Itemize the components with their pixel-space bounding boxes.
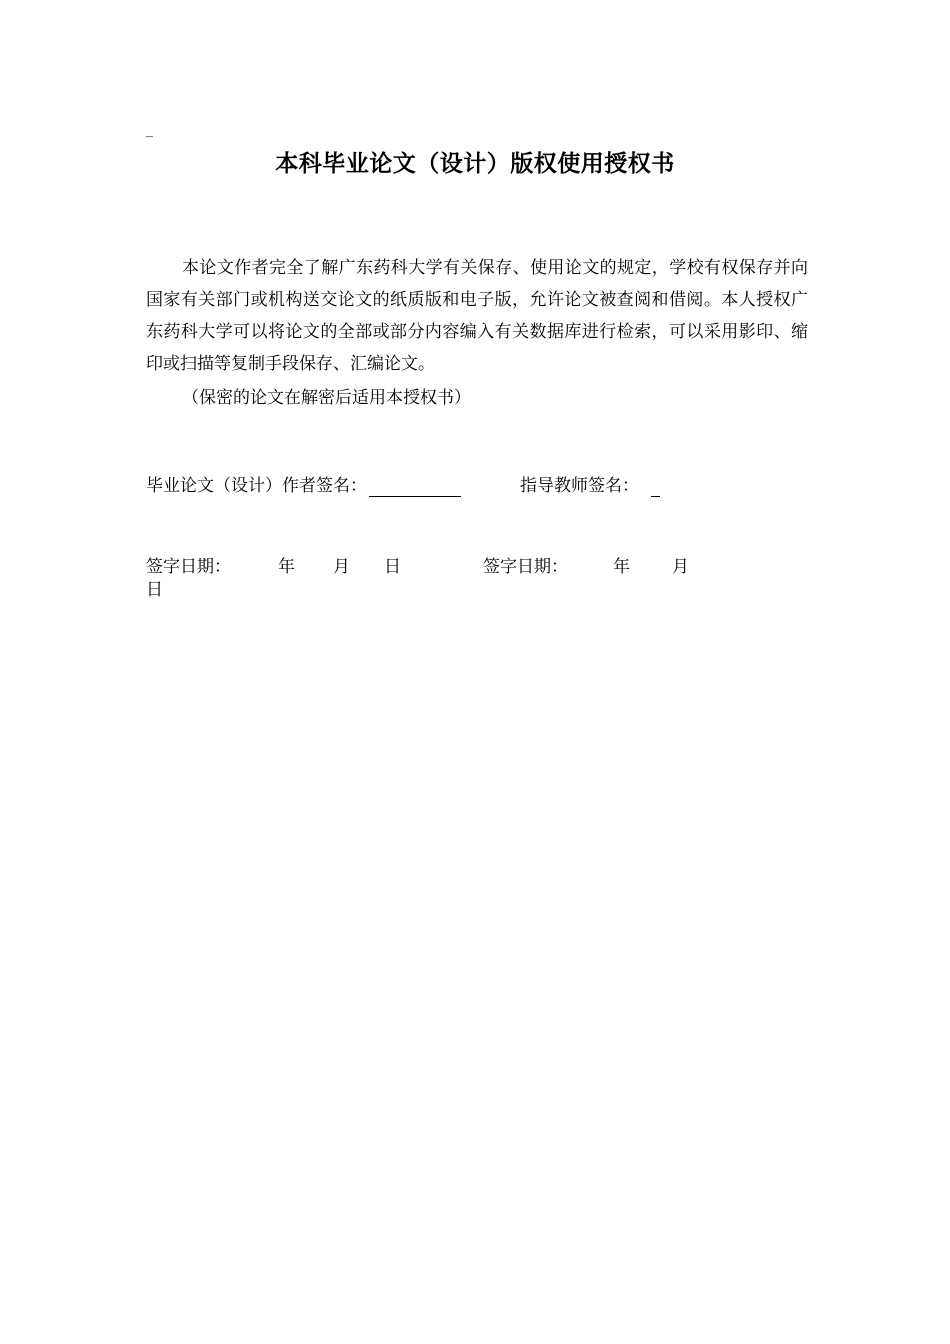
confidential-note: （保密的论文在解密后适用本授权书） xyxy=(182,388,471,408)
teacher-signature-line xyxy=(651,476,660,497)
date-month-author: 月 xyxy=(333,557,350,577)
teacher-signature-label: 指导教师签名： xyxy=(520,476,639,496)
authorization-paragraph: 本论文作者完全了解广东药科大学有关保存、使用论文的规定，学校有权保存并向国家有关部门或机构送交论文的纸质版和电子版，允许论文被查阅和借阅。本人授权广东药科大学可以将论文的全部或部分内容编入有关数据库进行检索，可以采用影印、缩印或扫描等复制手段保存、汇编论文。 xyxy=(146,258,808,374)
top-mark: _ xyxy=(146,122,153,138)
date-day-teacher: 日 xyxy=(146,580,163,600)
teacher-signature xyxy=(520,472,660,500)
date-label-teacher: 签字日期： xyxy=(483,557,568,577)
author-signature-label: 毕业论文（设计）作者签名： xyxy=(146,476,367,496)
date-year-teacher: 年 xyxy=(613,557,630,577)
author-signature xyxy=(146,472,461,500)
date-year-author: 年 xyxy=(278,557,295,577)
date-label-author: 签字日期： xyxy=(146,557,231,577)
document-title: 本科毕业论文（设计）版权使用授权书 xyxy=(275,151,675,177)
author-signature-line xyxy=(369,476,461,497)
date-month-teacher: 月 xyxy=(672,557,689,577)
date-day-author: 日 xyxy=(384,557,401,577)
